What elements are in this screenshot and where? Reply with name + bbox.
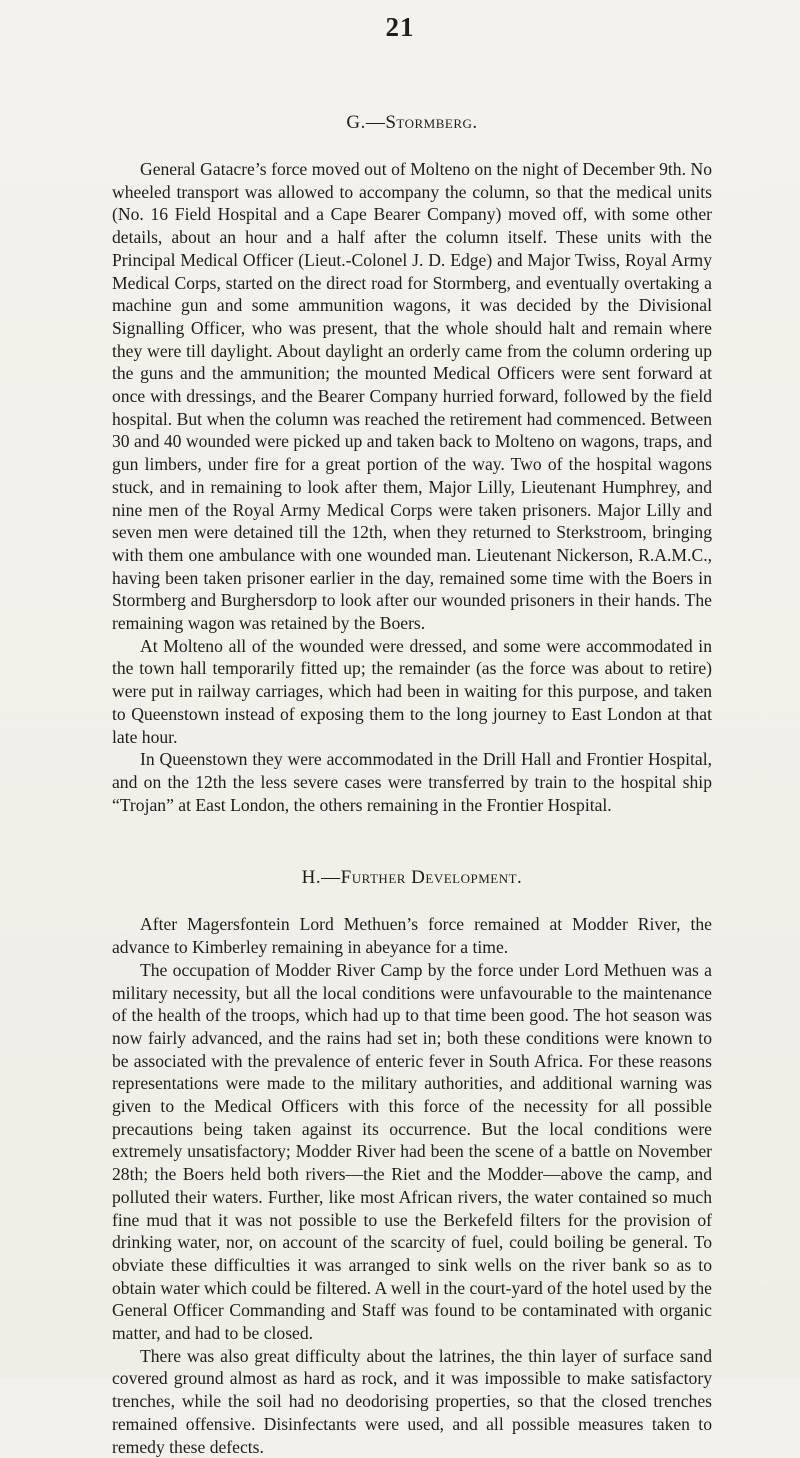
section-heading-stormberg: G.—Stormberg.: [346, 112, 478, 133]
body-paragraph: The occupation of Modder River Camp by the force under Lord Methuen was a military necessity, but all the local conditions were unfavourable to the maintenance of the health of the troops, which had up to that time been good. The hot season was now fairly advanced, and the rains had set in; both these conditions were known to be associated with the prevalence of enteric fever in South Africa. For these reasons representations were made to the military authorities, and additional warning was given to the Medical Officers with this force of the necessity for all possible precautions being taken against its occurrence. But the local conditions were extremely unsatisfactory; Modder River had been the scene of a battle on November 28th; the Boers held both rivers—the Riet and the Modder—above the camp, and polluted their waters. Further, like most African rivers, the water contained so much fine mud that it was not possible to use the Berkefeld filters for the provision of drinking water, nor, on account of the scarcity of fuel, could boiling be general. To obviate these difficulties it was arranged to sink wells on the river bank so as to obtain water which could be filtered. A well in the court-yard of the hotel used by the General Officer Commanding and Staff was found to be contaminated with organic matter, and had to be closed.: [112, 959, 712, 1344]
page-number: 21: [385, 12, 415, 42]
body-paragraph: There was also great difficulty about the latrines, the thin layer of surface sand covered ground almost as hard as rock, and it was impossible to make satisfactory trenches, while the soil had no deodorising properties, so that the closed trenches remained offensive. Disinfectants were used, and all possible measures taken to remedy these defects.: [112, 1345, 712, 1457]
document-body: [112, 112, 712, 1458]
body-paragraph: General Gatacre’s force moved out of Molteno on the night of December 9th. No wheeled transport was allowed to accompany the column, so that the medical units (No. 16 Field Hospital and a Cape Bearer Company) moved off, with some other details, about an hour and a half after the column itself. These units with the Principal Medical Officer (Lieut.-Colonel J. D. Edge) and Major Twiss, Royal Army Medical Corps, started on the direct road for Stormberg, and eventually overtaking a machine gun and some ammunition wagons, it was decided by the Divisional Signalling Officer, who was present, that the whole should halt and remain where they were till daylight. About daylight an orderly came from the column ordering up the guns and the ammunition; the mounted Medical Officers were sent forward at once with dressings, and the Bearer Company hurried forward, followed by the field hospital. But when the column was reached the retirement had commenced. Between 30 and 40 wounded were picked up and taken back to Molteno on wagons, traps, and gun limbers, under fire for a great portion of the way. Two of the hospital wagons stuck, and in remaining to look after them, Major Lilly, Lieutenant Humphrey, and nine men of the Royal Army Medical Corps were taken prisoners. Major Lilly and seven men were detained till the 12th, when they returned to Sterkstroom, bringing with them one ambulance with one wounded man. Lieutenant Nickerson, R.A.M.C., having been taken prisoner earlier in the day, remained some time with the Boers in Stormberg and Burghersdorp to look after our wounded prisoners in their hands. The remaining wagon was retained by the Boers.: [112, 159, 712, 634]
body-paragraph: After Magersfontein Lord Methuen’s force remained at Modder River, the advance to Kimberley remaining in abeyance for a time.: [112, 914, 712, 958]
body-paragraph: In Queenstown they were accommodated in the Drill Hall and Frontier Hospital, and on the 12th the less severe cases were transferred by train to the hospital ship “Trojan” at East London, the others remaining in the Frontier Hospital.: [112, 749, 712, 815]
body-paragraph: At Molteno all of the wounded were dressed, and some were accommodated in the town hall temporarily fitted up; the remainder (as the force was about to retire) were put in railway carriages, which had been in waiting for this purpose, and taken to Queenstown instead of exposing them to the long journey to East London at that late hour.: [112, 635, 712, 747]
section-heading-further-development: H.—Further Development.: [301, 867, 523, 889]
